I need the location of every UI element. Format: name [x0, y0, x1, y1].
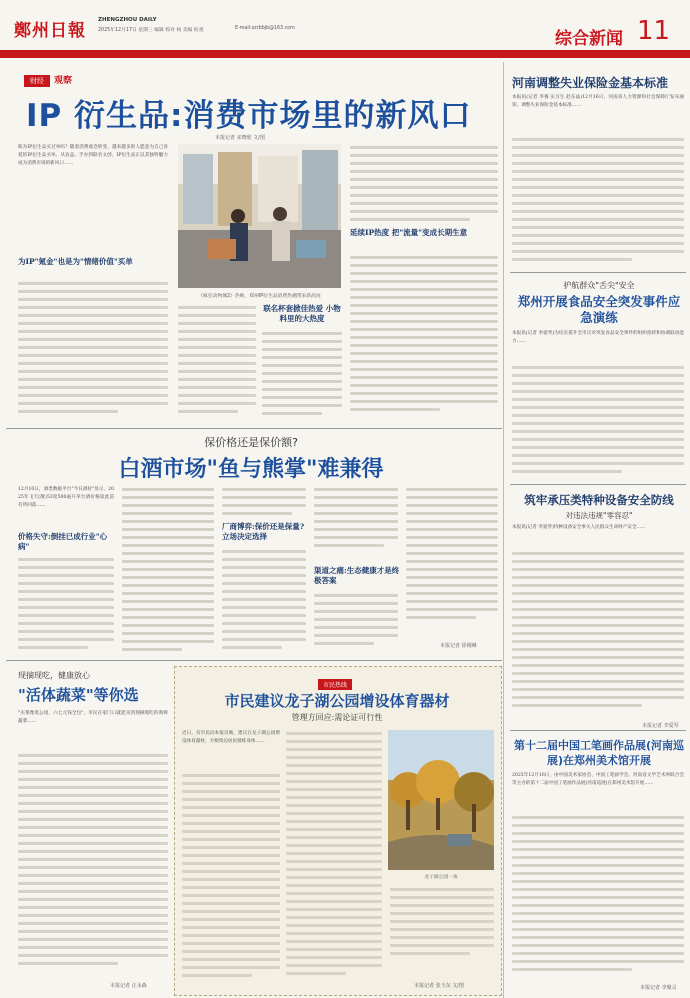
feature-subhead-1: 为IP"氪金"也是为"情绪价值"买单 [18, 257, 133, 266]
park-headline: 市民建议龙子湖公园增设体育器材 [224, 692, 450, 710]
baijiu-kicker: 保价格还是保价额? [204, 436, 298, 449]
feature-photo [178, 144, 341, 288]
park-lead-text: 近日，有市民向本报反映，建议在龙子湖公园增设体育器材，方便周边居民锻炼身体…… [182, 731, 280, 745]
contact-email: E-mail:zzrbbjb@163.com [235, 26, 295, 31]
feature-column-4-body [350, 144, 498, 228]
feature-byline: 本报记者 宋晓欣 文/图 [215, 135, 265, 141]
masthead [0, 0, 690, 64]
baijiu-subhead-1: 价格失守:倒挂已成行业"心病" [18, 532, 108, 551]
park-tag [318, 672, 352, 691]
feature-subhead-3: 联名杯套掀佳热爱 小物料里的大热度 [263, 304, 341, 323]
feature-lead-text: 陈为IP衍生品买过单吗？随着消费观念转变，越来越多的人愿意为自己喜爱的IP衍生品买单。从盲盒、手办到联名文创，IP衍生品正以其独特魅力成为消费市场的新风口…… [18, 145, 168, 167]
veg-byline: 本报记者 汪永森 [110, 983, 147, 989]
feature-column-1-body [18, 280, 168, 418]
masthead-bar [0, 50, 690, 58]
right-divider [510, 272, 686, 273]
right-story-1-headline: 河南调整失业保险金基本标准 [512, 76, 669, 90]
baijiu-subhead-2: 厂商博弈:保价还是保量?立场决定选择 [222, 522, 305, 541]
right-story-4-headline: 第十二届中国工笔画作品展(河南巡展)在郑州美术馆开展 [513, 739, 685, 767]
right-story-2-lead: 本报讯(记者 李爱琴)为切实提升全市应对突发食品安全事件的组织指挥和协调联动能力…… [512, 331, 684, 345]
veg-headline: "活体蔬菜"等你选 [18, 686, 139, 704]
right-divider [510, 484, 686, 485]
park-photo [388, 730, 494, 870]
right-story-1-body [512, 136, 684, 266]
right-story-2-headline: 郑州开展食品安全突发事件应急演练 [517, 294, 681, 325]
right-story-2-kicker: 护航群众"舌尖"安全 [563, 281, 635, 290]
feature-column-3-body [262, 330, 342, 420]
veg-lead-text: "买菜像逛公园，六七元钱全包"。市民在家门口就能买到现摘现吃的新鲜蔬菜…… [18, 711, 168, 725]
right-story-4-body [512, 814, 684, 982]
park-scene-image [388, 730, 494, 870]
right-story-4-lead: 2025年12月16日，由中国美术家协会、中国工笔画学会、河南省文学艺术界联合会等主办的第十二届中国工笔画作品展(河南巡展)在郑州美术馆开展…… [512, 773, 684, 787]
park-byline: 本报记者 张玉东 文/图 [414, 983, 464, 989]
dateline: 2025年12月17日 星期三 编辑 校对 杨 美编 检查 [98, 28, 204, 33]
baijiu-lead-text: 12月10日，酒类数据平台"今日酒价"显示，2025年飞天(散)53度500毫升茅台酒价格较此前有所回落…… [18, 487, 114, 509]
right-story-1-lead: 本报讯(记者 李赛 实习生 赵东晶)12月16日，河南省人力资源和社会保障厅发布通知，调整失业保险金基本标准…… [512, 95, 684, 109]
right-divider [510, 730, 686, 731]
baijiu-column-4b-body [314, 592, 398, 654]
baijiu-column-3b-body [222, 548, 306, 654]
column-divider [503, 62, 504, 998]
section-name: 综合新闻 [555, 29, 623, 49]
paper-english-name: ZHENGZHOU DAILY [98, 17, 157, 23]
right-story-4-byline: 本报记者 李聚灵 [640, 985, 677, 991]
baijiu-column-3-body [222, 486, 306, 526]
feature-subhead-2: 延续IP热度 把"流量"变成长期生意 [350, 228, 468, 237]
park-column-2-body [286, 730, 382, 982]
feature-column-2-body [178, 304, 256, 420]
right-story-3-byline: 本报记者 李爱琴 [642, 723, 679, 729]
park-column-1-body [182, 772, 280, 982]
baijiu-subhead-3: 渠道之痛:生态健康才是终极答案 [314, 566, 400, 585]
baijiu-column-1-body [18, 556, 114, 654]
store-scene-image [178, 144, 341, 288]
right-story-3-sub: 对违法违规"零容忍" [565, 511, 633, 520]
feature-column-5-body [350, 254, 498, 420]
park-photo-caption: 龙子湖公园一角 [424, 875, 458, 880]
column-tag-right: 观察 [54, 76, 73, 86]
baijiu-byline: 本报记者 徐刚琳 [440, 643, 477, 649]
right-story-3-lead: 本报讯(记者 李爱琴)特种设备安全事关人民群众生命财产安全…… [512, 525, 646, 530]
section-divider [6, 428, 502, 429]
right-story-3-headline: 筑牢承压类特种设备安全防线 [524, 493, 674, 507]
veg-kicker: 现摘现吃，健康放心 [18, 671, 90, 680]
column-tag-left: 财经 [24, 75, 50, 87]
park-column-3-body [390, 886, 494, 968]
baijiu-column-4-body [314, 486, 398, 558]
newspaper-logo: 鄭州日報 [14, 21, 86, 41]
right-story-3-body [512, 550, 684, 720]
park-tag-label: 市民热线 [318, 679, 352, 690]
veg-body [18, 752, 168, 978]
right-story-2-body [512, 364, 684, 478]
baijiu-column-2-body [122, 486, 214, 656]
feature-photo-caption: 《疯狂动物城2》热映，郑州IP衍生品消费热潮带来新高度 [198, 294, 321, 299]
feature-headline: IP 衍生品:消费市场里的新风口 [26, 98, 472, 134]
page-number: 11 [637, 16, 671, 46]
section-divider [6, 660, 502, 661]
baijiu-headline: 白酒市场"鱼与熊掌"难兼得 [118, 457, 384, 482]
column-tag [24, 68, 76, 86]
park-subhead: 管理方回应:需论证可行性 [291, 713, 383, 722]
baijiu-column-5-body [406, 486, 498, 636]
